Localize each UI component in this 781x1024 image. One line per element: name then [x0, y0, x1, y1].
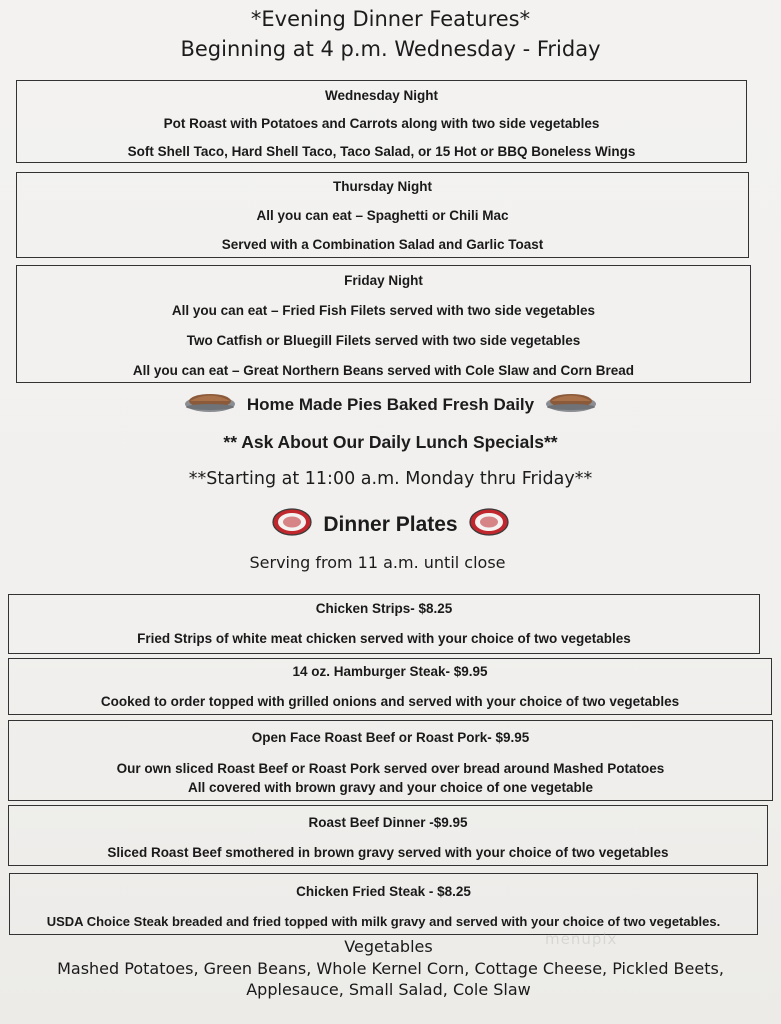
feature-line: All you can eat – Great Northern Beans served with Cole Slaw and Corn Bread	[132, 363, 635, 378]
feature-line: Pot Roast with Potatoes and Carrots along with two side vegetables	[163, 116, 600, 131]
pies-promo-text: Home Made Pies Baked Fresh Daily	[246, 394, 535, 414]
watermark: menupix	[545, 930, 618, 948]
dinner-plate-box	[8, 594, 760, 654]
menu-subtitle: Beginning at 4 p.m. Wednesday - Friday	[180, 37, 601, 61]
plate-description: Sliced Roast Beef smothered in brown gravy served with your choice of two vegetables	[107, 845, 669, 860]
plate-icon	[467, 506, 511, 544]
pie-icon	[545, 390, 597, 421]
plate-name: Chicken Strips- $8.25	[315, 601, 453, 616]
dinner-plates-heading	[0, 506, 781, 544]
feature-line: Served with a Combination Salad and Garlic Toast	[221, 237, 544, 252]
feature-line: Soft Shell Taco, Hard Shell Taco, Taco Salad, or 15 Hot or BBQ Boneless Wings	[127, 144, 636, 159]
plate-description: USDA Choice Steak breaded and fried topped with milk gravy and served with your choice of two vegetables.	[46, 914, 721, 929]
vegetables-line: Mashed Potatoes, Green Beans, Whole Kernel Corn, Cottage Cheese, Pickled Beets,	[57, 959, 724, 978]
feature-line: All you can eat – Fried Fish Filets served with two side vegetables	[171, 303, 596, 318]
vegetables-line: Applesauce, Small Salad, Cole Slaw	[246, 980, 531, 999]
pies-promo	[0, 390, 781, 421]
serving-hours: Serving from 11 a.m. until close	[249, 553, 506, 572]
vegetables-title: Vegetables	[344, 937, 433, 956]
feature-day: Thursday Night	[332, 179, 432, 194]
dinner-plate-box	[8, 720, 773, 801]
dinner-plate-box	[9, 873, 758, 935]
feature-day: Friday Night	[344, 273, 423, 288]
plate-name: Roast Beef Dinner -$9.95	[308, 815, 468, 830]
plate-description: Our own sliced Roast Beef or Roast Pork served over bread around Mashed Potatoes	[116, 761, 665, 776]
feature-line: All you can eat – Spaghetti or Chili Mac	[256, 208, 509, 223]
feature-box-wednesday	[16, 80, 747, 163]
feature-box-thursday	[16, 172, 749, 258]
plate-description: Cooked to order topped with grilled onions and served with your choice of two vegetables	[100, 694, 680, 709]
dinner-plates-title: Dinner Plates	[323, 512, 458, 536]
plate-description: Fried Strips of white meat chicken served with your choice of two vegetables	[137, 631, 631, 646]
menu-title: *Evening Dinner Features*	[250, 7, 531, 31]
plate-name: Open Face Roast Beef or Roast Pork- $9.95	[251, 730, 530, 745]
plate-name: 14 oz. Hamburger Steak- $9.95	[292, 664, 488, 679]
dinner-plate-box	[8, 805, 768, 866]
feature-box-friday	[16, 265, 751, 383]
plate-icon	[270, 506, 314, 544]
feature-line: Two Catfish or Bluegill Filets served with two side vegetables	[186, 333, 581, 348]
starting-time-promo: **Starting at 11:00 a.m. Monday thru Friday**	[188, 469, 593, 489]
pie-icon	[184, 390, 236, 421]
plate-name: Chicken Fried Steak - $8.25	[296, 884, 471, 899]
lunch-specials-promo: ** Ask About Our Daily Lunch Specials**	[223, 432, 558, 452]
feature-day: Wednesday Night	[324, 88, 439, 103]
plate-description: All covered with brown gravy and your choice of one vegetable	[187, 780, 594, 795]
dinner-plate-box	[8, 658, 772, 715]
